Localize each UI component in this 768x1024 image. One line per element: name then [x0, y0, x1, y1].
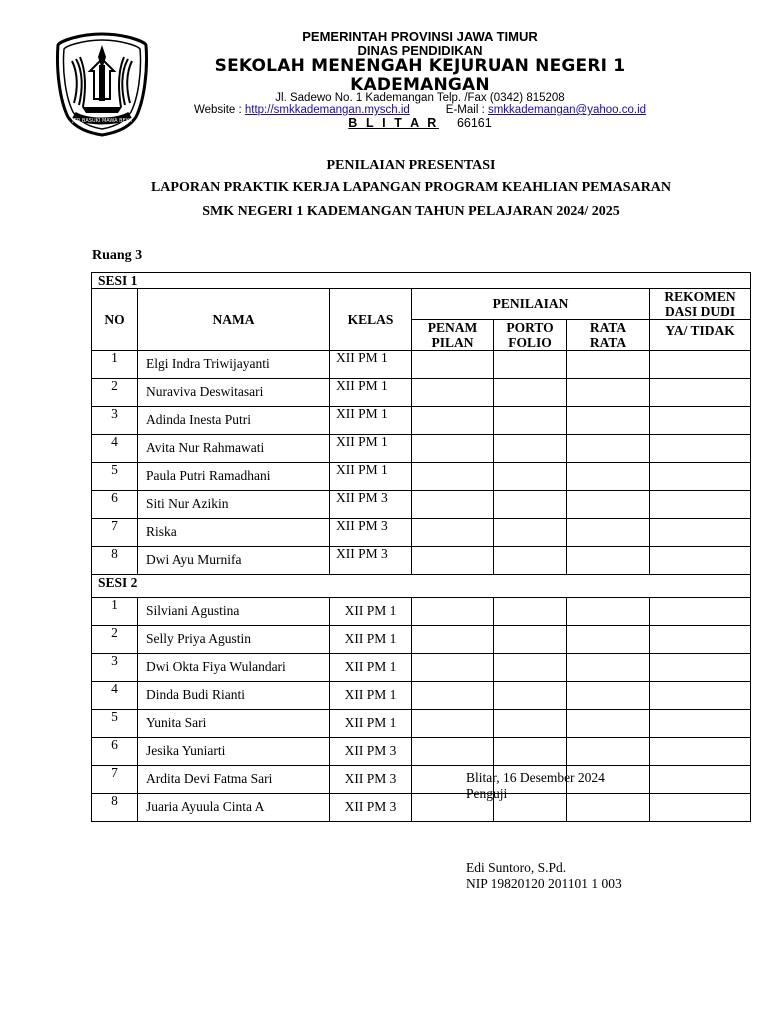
header-ya-tidak: YA/ TIDAK [650, 320, 751, 351]
signature-role: Penguji [466, 786, 508, 801]
score-penampilan-cell[interactable] [412, 519, 494, 547]
student-class: XII PM 3 [330, 491, 412, 519]
score-rata-rata-cell[interactable] [567, 351, 650, 379]
header-nama: NAMA [138, 289, 330, 351]
score-rata-rata-cell[interactable] [567, 626, 650, 654]
student-name: Dinda Budi Rianti [138, 682, 330, 710]
score-penampilan-cell[interactable] [412, 654, 494, 682]
table-row [92, 766, 751, 794]
row-number: 1 [92, 351, 138, 379]
table-row [92, 547, 751, 575]
score-penampilan-cell[interactable] [412, 738, 494, 766]
svg-text:JER BASUKI MAWA BEYA: JER BASUKI MAWA BEYA [72, 118, 132, 124]
student-name: Ardita Devi Fatma Sari [138, 766, 330, 794]
recommendation-cell[interactable] [650, 626, 751, 654]
score-penampilan-cell[interactable] [412, 463, 494, 491]
student-class: XII PM 1 [330, 351, 412, 379]
recommendation-cell[interactable] [650, 598, 751, 626]
score-rata-rata-cell[interactable] [567, 654, 650, 682]
student-name: Yunita Sari [138, 710, 330, 738]
row-number: 6 [92, 491, 138, 519]
table-row [92, 598, 751, 626]
school-address: Jl. Sadewo No. 1 Kademangan Telp. /Fax (0342) 815208 [275, 92, 565, 104]
table-row [92, 682, 751, 710]
recommendation-cell[interactable] [650, 435, 751, 463]
city-name: B L I T A R [348, 116, 439, 130]
recommendation-cell[interactable] [650, 682, 751, 710]
student-name: Dwi Ayu Murnifa [138, 547, 330, 575]
student-name: Avita Nur Rahmawati [138, 435, 330, 463]
student-class: XII PM 1 [330, 435, 412, 463]
score-portofolio-cell[interactable] [494, 626, 567, 654]
row-number: 1 [92, 598, 138, 626]
score-rata-rata-cell[interactable] [567, 547, 650, 575]
score-rata-rata-cell[interactable] [567, 738, 650, 766]
row-number: 3 [92, 407, 138, 435]
department-name: DINAS PENDIDIKAN [357, 43, 483, 58]
score-penampilan-cell[interactable] [412, 598, 494, 626]
header-penampilan-line2: PILAN [431, 335, 474, 350]
table-row [92, 710, 751, 738]
student-class: XII PM 1 [330, 654, 412, 682]
score-portofolio-cell[interactable] [494, 682, 567, 710]
table-row [92, 463, 751, 491]
row-number: 3 [92, 654, 138, 682]
header-portofolio-line1: PORTO [506, 320, 554, 335]
row-number: 8 [92, 547, 138, 575]
table-row [92, 351, 751, 379]
header-portofolio-line2: FOLIO [508, 335, 552, 350]
school-name [170, 57, 670, 95]
school-name-line1: SEKOLAH MENENGAH KEJURUAN NEGERI 1 [214, 56, 626, 76]
score-rata-rata-cell[interactable] [567, 407, 650, 435]
student-name: Silviani Agustina [138, 598, 330, 626]
student-name: Elgi Indra Triwijayanti [138, 351, 330, 379]
recommendation-cell[interactable] [650, 794, 751, 822]
student-class: XII PM 1 [330, 407, 412, 435]
score-penampilan-cell[interactable] [412, 379, 494, 407]
score-penampilan-cell[interactable] [412, 682, 494, 710]
recommendation-cell[interactable] [650, 738, 751, 766]
email-label: E-Mail : [445, 104, 488, 116]
score-portofolio-cell[interactable] [494, 598, 567, 626]
provincial-emblem-icon [52, 31, 152, 137]
student-name: Jesika Yuniarti [138, 738, 330, 766]
header-rekomendasi [650, 289, 751, 320]
student-name: Dwi Okta Fiya Wulandari [138, 654, 330, 682]
header-rata-line1: RATA [589, 320, 627, 335]
recommendation-cell[interactable] [650, 351, 751, 379]
score-portofolio-cell[interactable] [494, 491, 567, 519]
row-number: 6 [92, 738, 138, 766]
assessment-table [91, 272, 751, 822]
table-row [92, 435, 751, 463]
student-name: Juaria Ayuula Cinta A [138, 794, 330, 822]
score-penampilan-cell[interactable] [412, 547, 494, 575]
student-name: Adinda Inesta Putri [138, 407, 330, 435]
recommendation-cell[interactable] [650, 766, 751, 794]
student-class: XII PM 1 [330, 682, 412, 710]
postal-code: 66161 [456, 116, 492, 130]
student-class: XII PM 1 [330, 379, 412, 407]
student-class: XII PM 1 [330, 598, 412, 626]
student-class: XII PM 3 [330, 519, 412, 547]
student-class: XII PM 1 [330, 626, 412, 654]
row-number: 7 [92, 519, 138, 547]
score-portofolio-cell[interactable] [494, 407, 567, 435]
table-row [92, 491, 751, 519]
score-penampilan-cell[interactable] [412, 710, 494, 738]
student-class: XII PM 1 [330, 710, 412, 738]
score-rata-rata-cell[interactable] [567, 519, 650, 547]
student-class: XII PM 3 [330, 547, 412, 575]
document-title: PENILAIAN PRESENTASI [326, 158, 496, 173]
row-number: 4 [92, 682, 138, 710]
table-row [92, 654, 751, 682]
score-portofolio-cell[interactable] [494, 654, 567, 682]
session-row [92, 575, 751, 598]
table-row [92, 379, 751, 407]
score-penampilan-cell[interactable] [412, 491, 494, 519]
header-penilaian: PENILAIAN [412, 289, 650, 320]
row-number: 2 [92, 379, 138, 407]
header-row [92, 289, 751, 320]
signature-name: Edi Suntoro, S.Pd. [466, 860, 567, 875]
score-rata-rata-cell[interactable] [567, 379, 650, 407]
table-row [92, 519, 751, 547]
score-rata-rata-cell[interactable] [567, 794, 650, 822]
student-name: Nuraviva Deswitasari [138, 379, 330, 407]
student-name: Paula Putri Ramadhani [138, 463, 330, 491]
recommendation-cell[interactable] [650, 710, 751, 738]
header-rekomendasi-line1: REKOMEN [664, 289, 736, 304]
header-penampilan-line1: PENAM [427, 320, 478, 335]
score-portofolio-cell[interactable] [494, 463, 567, 491]
student-name: Selly Priya Agustin [138, 626, 330, 654]
header-kelas: KELAS [330, 289, 412, 351]
session-row [92, 273, 751, 289]
header-rekomendasi-line2: DASI DUDI [664, 304, 736, 319]
student-name: Riska [138, 519, 330, 547]
row-number: 4 [92, 435, 138, 463]
header-rata-line2: RATA [589, 335, 627, 350]
row-number: 2 [92, 626, 138, 654]
score-penampilan-cell[interactable] [412, 407, 494, 435]
score-portofolio-cell[interactable] [494, 379, 567, 407]
session-1-rows [92, 351, 751, 575]
signature-nip: NIP 19820120 201101 1 003 [466, 876, 622, 891]
score-portofolio-cell[interactable] [494, 435, 567, 463]
table-row [92, 794, 751, 822]
student-class: XII PM 1 [330, 463, 412, 491]
government-name: PEMERINTAH PROVINSI JAWA TIMUR [302, 29, 538, 44]
score-penampilan-cell[interactable] [412, 626, 494, 654]
recommendation-cell[interactable] [650, 379, 751, 407]
school-name-line2: KADEMANGAN [350, 75, 490, 95]
recommendation-cell[interactable] [650, 519, 751, 547]
header-portofolio [494, 320, 567, 351]
score-rata-rata-cell[interactable] [567, 435, 650, 463]
score-portofolio-cell[interactable] [494, 351, 567, 379]
recommendation-cell[interactable] [650, 654, 751, 682]
score-portofolio-cell[interactable] [494, 519, 567, 547]
document-subtitle: LAPORAN PRAKTIK KERJA LAPANGAN PROGRAM KEAHLIAN PEMASARAN [150, 180, 672, 195]
recommendation-cell[interactable] [650, 463, 751, 491]
email-link[interactable]: smkkademangan@yahoo.co.id [487, 104, 647, 116]
row-number: 5 [92, 710, 138, 738]
row-number: 7 [92, 766, 138, 794]
website-label: Website : [193, 104, 245, 116]
score-rata-rata-cell[interactable] [567, 463, 650, 491]
row-number: 5 [92, 463, 138, 491]
header-rata-rata [567, 320, 650, 351]
header-no: NO [92, 289, 138, 351]
student-name: Siti Nur Azikin [138, 491, 330, 519]
session-2-rows [92, 598, 751, 822]
student-class: XII PM 3 [330, 794, 412, 822]
city-line [170, 116, 670, 130]
header-penampilan [412, 320, 494, 351]
row-number: 8 [92, 794, 138, 822]
table-row [92, 738, 751, 766]
score-penampilan-cell[interactable] [412, 351, 494, 379]
score-portofolio-cell[interactable] [494, 547, 567, 575]
score-penampilan-cell[interactable] [412, 435, 494, 463]
student-class: XII PM 3 [330, 766, 412, 794]
recommendation-cell[interactable] [650, 547, 751, 575]
website-link[interactable]: http://smkkademangan.mysch.id [244, 104, 410, 116]
room-label: Ruang 3 [92, 248, 143, 263]
score-portofolio-cell[interactable] [494, 738, 567, 766]
score-portofolio-cell[interactable] [494, 710, 567, 738]
document-subtitle-year: SMK NEGERI 1 KADEMANGAN TAHUN PELAJARAN 2024/ 2025 [202, 204, 620, 219]
score-rata-rata-cell[interactable] [567, 710, 650, 738]
score-rata-rata-cell[interactable] [567, 598, 650, 626]
table-row [92, 407, 751, 435]
table-row [92, 626, 751, 654]
recommendation-cell[interactable] [650, 407, 751, 435]
session-1-label: SESI 1 [92, 273, 751, 289]
contact-line [150, 104, 690, 116]
score-rata-rata-cell[interactable] [567, 682, 650, 710]
score-rata-rata-cell[interactable] [567, 491, 650, 519]
recommendation-cell[interactable] [650, 491, 751, 519]
student-class: XII PM 3 [330, 738, 412, 766]
signature-place-date: Blitar, 16 Desember 2024 [466, 770, 605, 785]
session-2-label: SESI 2 [92, 575, 751, 598]
